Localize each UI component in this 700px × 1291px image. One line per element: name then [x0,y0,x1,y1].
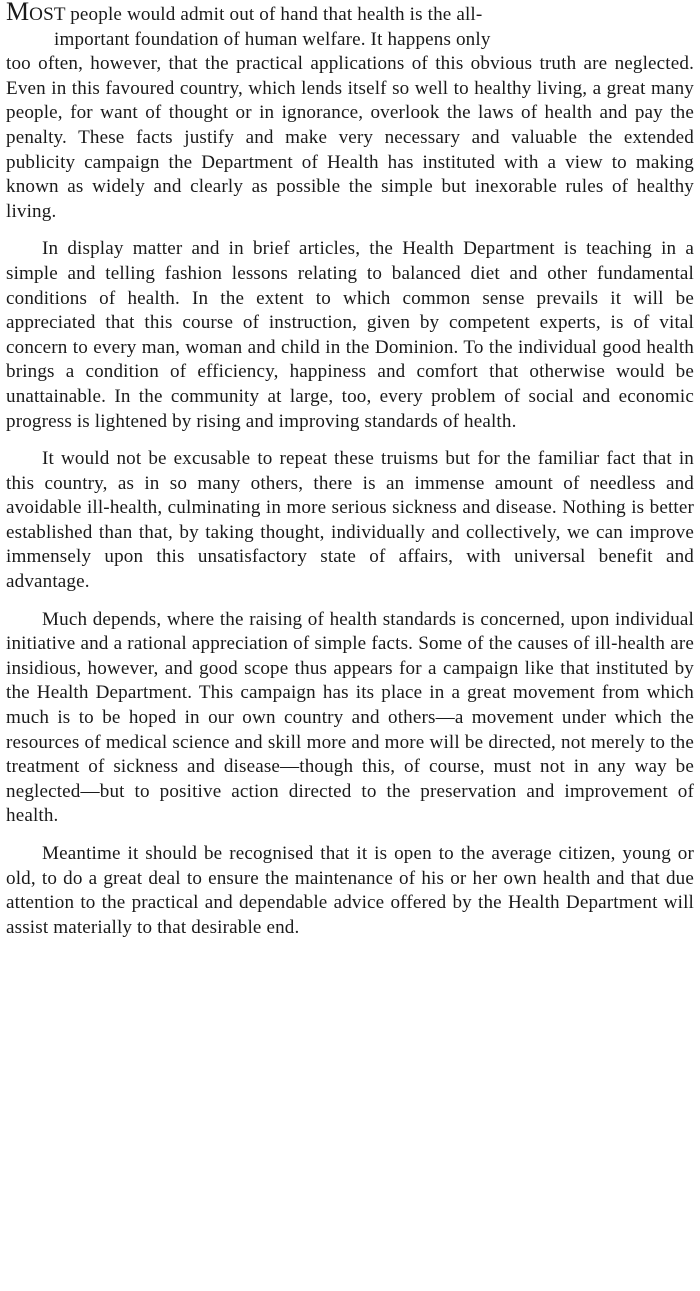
paragraph-1-line-2: important foundation of human welfare. It happens only [54,28,491,50]
paragraph-1-rest: too often, however, that the practical applications of this obvious truth are neglected. Even in this favoured country, which lends itself so well to healthy living, a great many people, for want of thought or in ignorance, overlook the laws of health and pay the penalty. These facts justify and make very necessary and valuable the extended publicity campaign the Department of Health has instituted with a view to making known as widely and clearly as possible the simple but inexorable rules of healthy living. [6,53,694,222]
article-body [6,2,694,940]
paragraph-3: It would not be excusable to repeat these truisms but for the familiar fact that in this country, as in so many others, there is an immense amount of needless and avoidable ill-health, culminating in more serious sickness and disease. Nothing is better established than that, by taking thought, individually and collectively, we can improve immensely upon this unsatisfactory state of affairs, with universal benefit and advantage. [6,448,694,593]
paragraph-2: In display matter and in brief articles, the Health Department is teaching in a simple and telling fashion lessons relating to balanced diet and other fundamental conditions of health. In the extent to which common sense prevails it will be appreciated that this course of instruction, given by competent experts, is of vital concern to every man, woman and child in the Dominion. To the individual good health brings a condition of efficiency, happiness and comfort that otherwise would be unattainable. In the community at large, too, every problem of social and economic progress is lightened by rising and improving standards of health. [6,238,694,432]
paragraph-5: Meantime it should be recognised that it is open to the average citizen, young or old, to do a great deal to ensure the maintenance of his or her own health and that due attention to the practical and dependable advice offered by the Health Department will assist materially to that desirable end. [6,843,694,938]
drop-cap: M [6,0,30,26]
paragraph-1 [6,2,694,224]
paragraph-4: Much depends, where the raising of health standards is concerned, upon individual initiative and a rational appreciation of simple facts. Some of the causes of ill-health are insidious, however, and good scope thus appears for a campaign like that instituted by the Health Department. This campaign has its place in a great movement from which much is to be hoped in our own country and others—a movement under which the resources of medical science and skill more and more will be directed, not merely to the treatment of sickness and disease—though this, of course, must not in any way be neglected—but to positive action directed to the preservation and improvement of health. [6,608,694,827]
paragraph-1-line-1: OST people would admit out of hand that health is the all- [29,4,483,25]
